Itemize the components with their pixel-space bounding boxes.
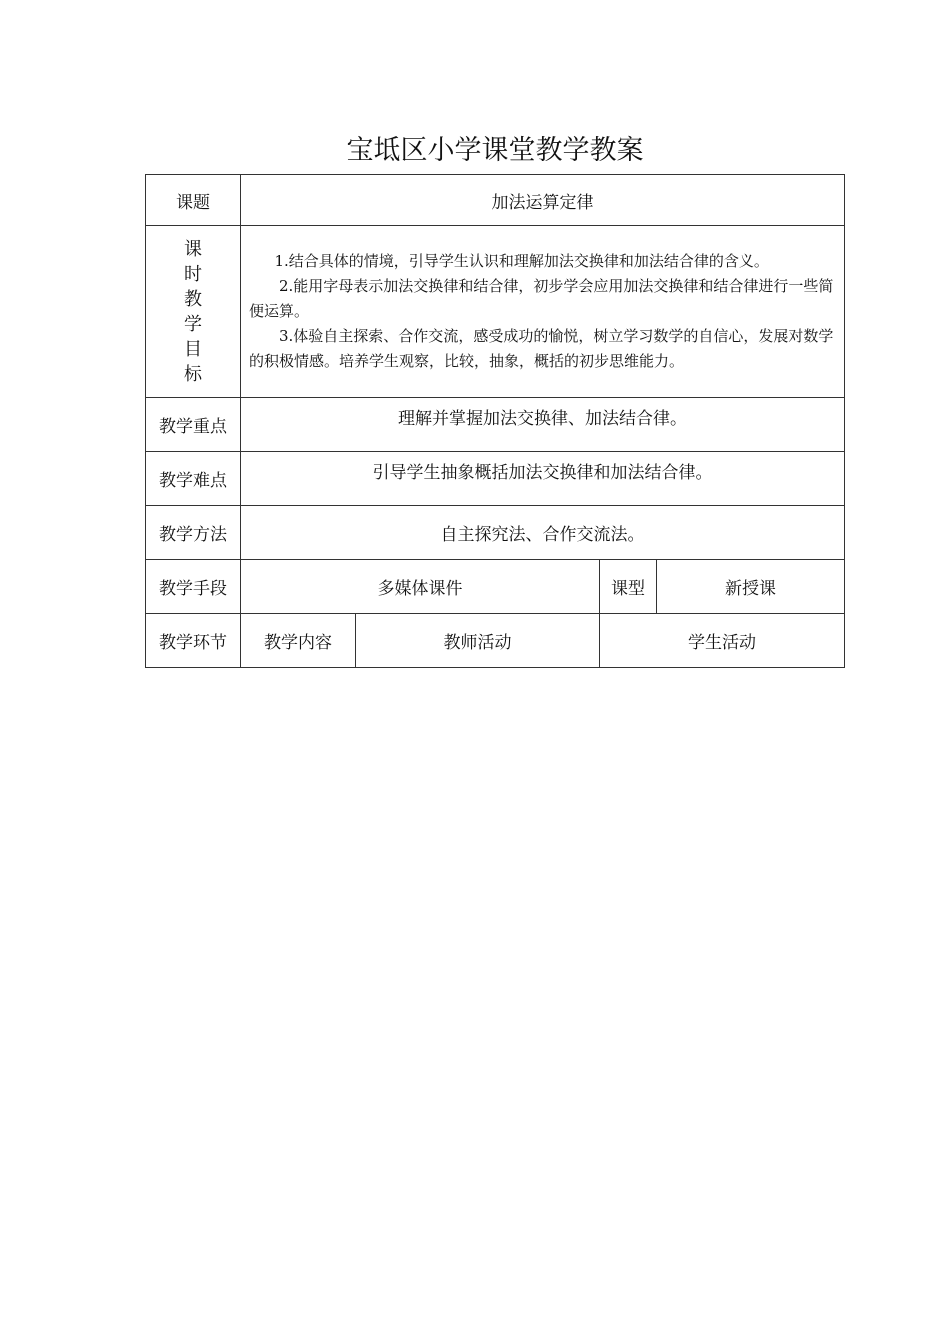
objective-item: 1.结合具体的情境，引导学生认识和理解加法交换律和加法结合律的含义。 (274, 252, 769, 270)
lesson-type-value: 新授课 (657, 560, 845, 614)
row-means (146, 560, 845, 614)
objectives-label-char: 目 (184, 338, 202, 360)
key-points-label: 教学重点 (146, 398, 241, 452)
row-topic (146, 175, 845, 226)
row-key-points (146, 398, 845, 452)
objectives-label-char: 时 (184, 263, 202, 285)
row-difficulties (146, 452, 845, 506)
key-points-value: 理解并掌握加法交换律、加法结合律。 (241, 398, 845, 452)
lesson-type-label: 课型 (600, 560, 657, 614)
objectives-label-char: 课 (184, 238, 202, 260)
methods-value: 自主探究法、合作交流法。 (241, 506, 845, 560)
objectives-label-char: 教 (184, 288, 202, 310)
methods-label: 教学方法 (146, 506, 241, 560)
difficulties-value: 引导学生抽象概括加法交换律和加法结合律。 (241, 452, 845, 506)
row-stages (146, 614, 845, 668)
stages-content-header: 教学内容 (241, 614, 356, 668)
topic-label: 课题 (146, 175, 241, 226)
objectives-label-char: 学 (184, 313, 202, 335)
objectives-label (146, 226, 241, 398)
objectives-label-char: 标 (184, 363, 202, 385)
objectives-content (241, 226, 845, 398)
stages-teacher-header: 教师活动 (356, 614, 600, 668)
difficulties-label: 教学难点 (146, 452, 241, 506)
topic-value: 加法运算定律 (241, 175, 845, 226)
row-methods (146, 506, 845, 560)
objective-item: 3.体验自主探索、合作交流，感受成功的愉悦，树立学习数学的自信心，发展对数学的积极情感。培养学生观察，比较，抽象，概括的初步思维能力。 (249, 327, 834, 370)
means-label: 教学手段 (146, 560, 241, 614)
objective-item: 2.能用字母表示加法交换律和结合律，初步学会应用加法交换律和结合律进行一些简便运算。 (249, 277, 834, 320)
stages-student-header: 学生活动 (600, 614, 845, 668)
means-value: 多媒体课件 (241, 560, 600, 614)
document-title: 宝坻区小学课堂教学教案 (346, 135, 644, 166)
stages-label: 教学环节 (146, 614, 241, 668)
row-objectives (146, 226, 845, 398)
lesson-plan-table (145, 174, 845, 668)
